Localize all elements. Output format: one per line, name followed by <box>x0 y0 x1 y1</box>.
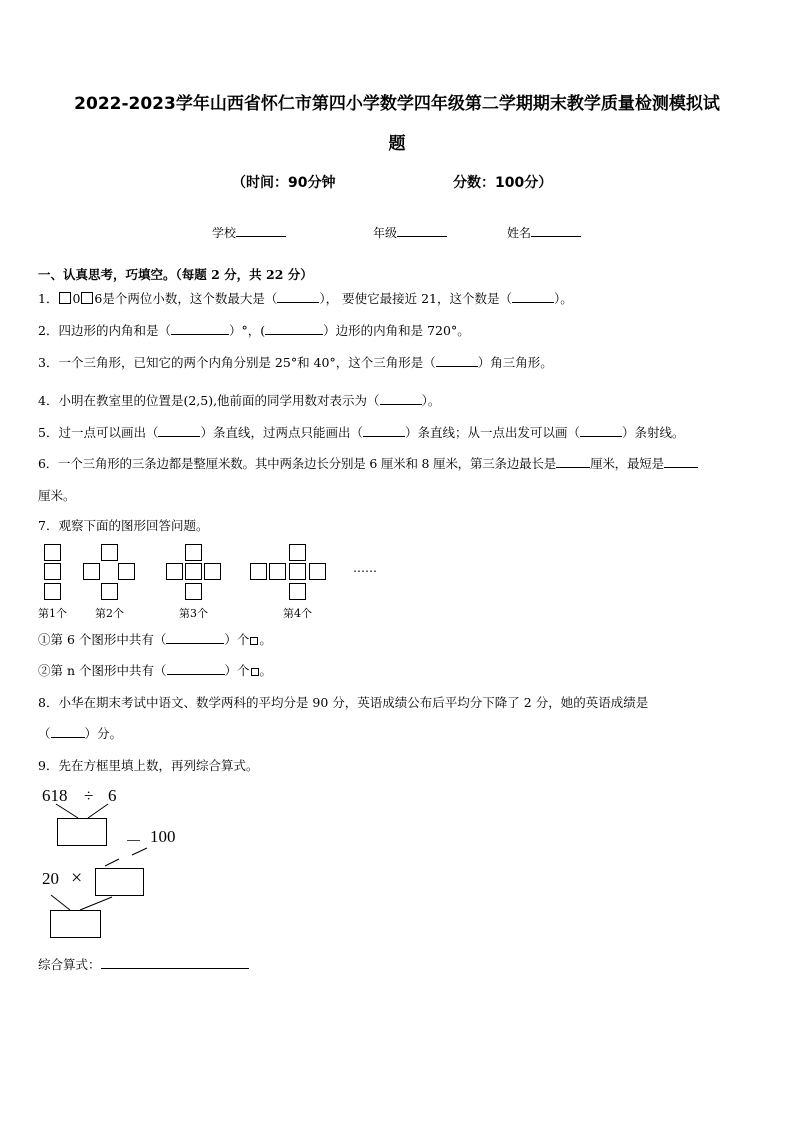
q6-text-a: 6．一个三角形的三条边都是整厘米数。其中两条边长分别是 6 厘米和 8 厘米，第三条边最长是 <box>38 456 557 471</box>
question-8: 8．小华在期末考试中语文、数学两科的平均分是 90 分，英语成绩公布后平均分下降了 2 分，她的英语成绩是 <box>38 695 649 710</box>
name-field[interactable] <box>507 224 581 241</box>
answer-box-3[interactable] <box>50 910 101 938</box>
q5-text-a: 5．过一点可以画出（ <box>38 425 159 440</box>
q1-text-b: 0 <box>72 291 81 306</box>
q7-1-text-b: ）个 <box>224 632 250 647</box>
name-blank[interactable] <box>531 224 581 237</box>
school-label: 学校 <box>212 226 237 240</box>
exam-time: （时间：90分钟 <box>232 175 336 191</box>
q3-text-a: 3．一个三角形，已知它的两个内角分别是 25°和 40°，这个三角形是（ <box>38 355 436 370</box>
q5-text-b: ）条直线，过两点只能画出（ <box>200 425 363 440</box>
q1-text-e: ）。 <box>553 291 573 306</box>
q5-text-d: ）条射线。 <box>622 425 685 440</box>
question-9: 9．先在方框里填上数，再列综合算式。 <box>38 758 259 773</box>
q4-blank[interactable] <box>380 392 422 405</box>
page-title-line2: 题 <box>388 134 406 154</box>
q7-2-text-b: ）个 <box>224 663 250 678</box>
number-20: 20 <box>42 869 59 888</box>
number-100: 100 <box>150 827 176 846</box>
grade-label: 年级 <box>373 226 398 240</box>
formula-label: 综合算式： <box>38 957 101 972</box>
divide-sign: ÷ <box>84 786 94 805</box>
q3-blank[interactable] <box>436 354 478 367</box>
q5-blank-3[interactable] <box>580 424 622 437</box>
minus-sign: － <box>125 832 142 851</box>
q7-2-text-c: 。 <box>259 663 273 678</box>
q2-text-c: ）边形的内角和是 720°。 <box>323 323 470 338</box>
diagram-lines <box>0 0 300 960</box>
page-title-line1: 2022-2023学年山西省怀仁市第四小学数学四年级第二学期期末教学质量检测模拟试 <box>74 94 720 114</box>
name-label: 姓名 <box>507 226 532 240</box>
pattern-ellipsis: …… <box>353 561 377 575</box>
q7-1-text-a: ①第 6 个图形中共有（ <box>38 632 167 647</box>
figure-caption-4: 第4个 <box>283 607 312 620</box>
q2-text-b: ）°，( <box>228 323 266 338</box>
grade-field[interactable] <box>373 224 447 241</box>
q6-blank-2[interactable] <box>664 455 698 468</box>
q4-text-b: ）。 <box>421 393 441 408</box>
answer-box-2[interactable] <box>95 868 144 896</box>
q1-text-d: ）， 要使它最接近 21，这个数是（ <box>319 291 512 306</box>
q3-text-b: ）角三角形。 <box>477 355 553 370</box>
q4-text-a: 4．小明在教室里的位置是(2,5),他前面的同学用数对表示为（ <box>38 393 380 408</box>
number-618: 618 <box>42 786 68 805</box>
figure-caption-1: 第1个 <box>38 607 67 620</box>
pattern-square <box>309 563 326 580</box>
q1-text-c: 6是个两位小数，这个数最大是（ <box>94 291 278 306</box>
answer-box-1[interactable] <box>57 818 107 846</box>
combined-formula <box>38 955 249 973</box>
q8-text-c: ）分。 <box>84 726 123 741</box>
question-7: 7．观察下面的图形回答问题。 <box>38 518 209 533</box>
figure-caption-3: 第3个 <box>179 607 208 620</box>
q5-blank-2[interactable] <box>363 424 405 437</box>
q1-blank-2[interactable] <box>512 290 554 303</box>
q5-text-c: ）条直线；从一点出发可以画（ <box>404 425 580 440</box>
formula-blank[interactable] <box>101 956 249 969</box>
number-6: 6 <box>108 786 117 805</box>
q6-blank-1[interactable] <box>556 455 590 468</box>
q2-text-a: 2．四边形的内角和是（ <box>38 323 171 338</box>
q7-2-text-a: ②第 n 个图形中共有（ <box>38 663 167 678</box>
grade-blank[interactable] <box>397 224 447 237</box>
section1-heading: 一、认真思考，巧填空。（每题 2 分，共 22 分） <box>38 267 313 282</box>
q1-number: 1． <box>38 291 59 306</box>
q7-1-text-c: 。 <box>259 632 272 647</box>
question-6-cont: 厘米。 <box>38 488 76 503</box>
figure-caption-2: 第2个 <box>95 607 124 620</box>
q8-text-b: （ <box>38 726 51 741</box>
times-sign: × <box>71 867 83 889</box>
q6-text-b: 厘米，最短是 <box>590 456 664 471</box>
exam-score: 分数：100分） <box>453 175 553 191</box>
